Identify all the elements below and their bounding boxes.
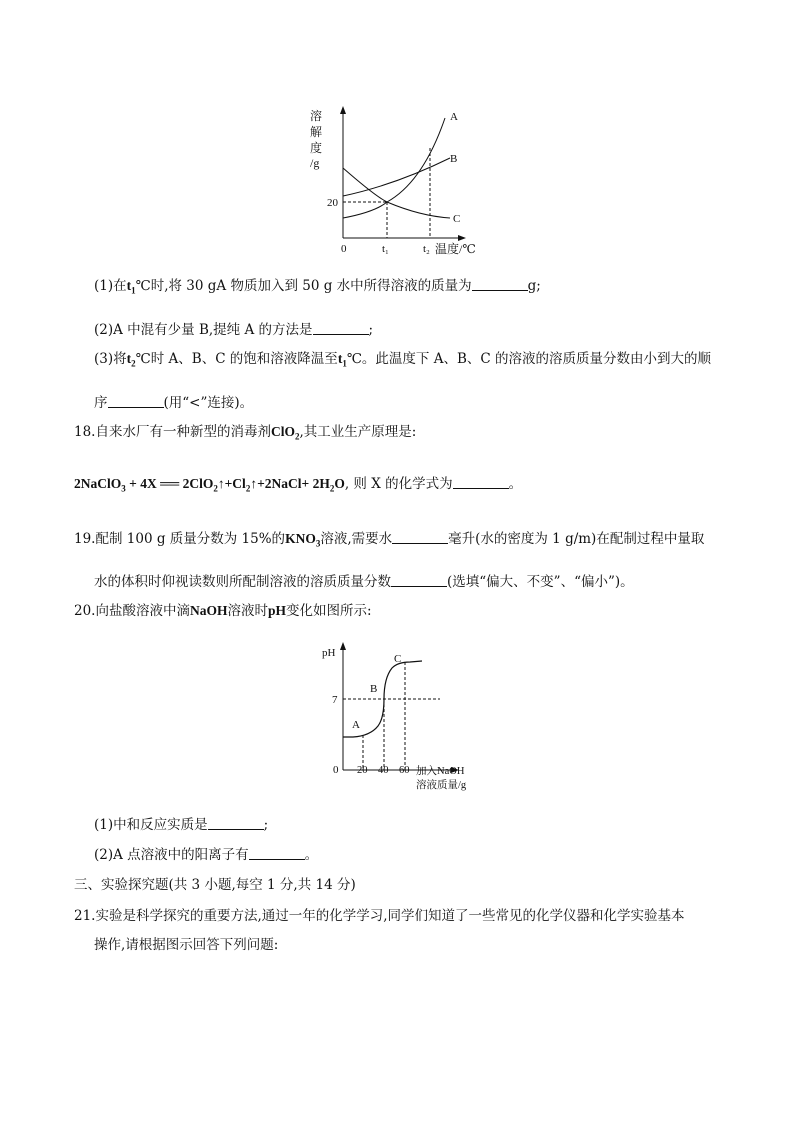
ph-x-label-2: 溶液质量/g — [416, 780, 467, 791]
curve-label-c: C — [453, 213, 461, 225]
y-axis-arrow — [340, 106, 346, 114]
y-axis-label-3: 度 — [310, 141, 323, 155]
ph-y-arrow — [340, 642, 346, 650]
y-axis-label-1: 溶 — [310, 109, 323, 123]
q20-part-2: (2)A 点溶液中的阳离子有 。 — [94, 847, 319, 863]
curve-label-a: A — [450, 111, 458, 123]
curve-label-b: B — [450, 153, 458, 165]
q17-part-2: (2)A 中混有少量 B,提纯 A 的方法是 ; — [94, 322, 374, 338]
ph-x-tick-60: 60 — [399, 765, 410, 776]
q17-part-3-cont: 序 (用“<”连接)。 — [94, 395, 254, 411]
q19-stem-cont: 水的体积时仰视读数则所配制溶液的溶质质量分数 (选填“偏大、不变”、“偏小”)。 — [94, 574, 634, 590]
q18-stem: 18.自来水厂有一种新型的消毒剂ClO$_2$,其工业生产原理是: — [74, 424, 417, 442]
x-axis-arrow — [458, 235, 466, 241]
q17-part-1: (1)在$t_1℃$时,将 30 gA 物质加入到 50 g 水中所得溶液的质量为 g; — [94, 278, 541, 296]
ph-point-a: A — [352, 719, 360, 731]
origin-label: 0 — [341, 243, 347, 255]
q21-line-2: 操作,请根据图示回答下列问题: — [94, 937, 279, 953]
answer-blank[interactable] — [108, 393, 164, 408]
ph-origin: 0 — [333, 764, 339, 776]
curve-c — [343, 168, 450, 218]
y-axis-label-2: 解 — [310, 125, 323, 139]
q20-part-1: (1)中和反应实质是 ; — [94, 817, 269, 833]
ph-point-b: B — [370, 683, 378, 695]
q19-stem: 19.配制 100 g 质量分数为 15%的$KNO_3$溶液,需要水 毫升(水的密度为 1 g/m)在配制过程中量取 — [74, 531, 705, 549]
y-tick-20: 20 — [327, 197, 338, 209]
q21-line-1: 21.实验是科学探究的重要方法,通过一年的化学学习,同学们知道了一些常见的化学仪器和化学实验基本 — [74, 908, 685, 924]
answer-blank[interactable] — [249, 845, 305, 860]
curve-b — [343, 158, 450, 196]
ph-x-tick-20: 20 — [357, 765, 368, 776]
ph-x-label-1: 加入NaOH — [416, 766, 465, 777]
solubility-chart — [305, 100, 476, 260]
x-tick-t1: t₁ — [382, 243, 389, 255]
answer-blank[interactable] — [391, 572, 447, 587]
y-axis-label-4: /g — [310, 156, 320, 170]
answer-blank[interactable] — [472, 276, 528, 291]
q20-stem: 20.向盐酸溶液中滴NaOH溶液时pH变化如图所示: — [74, 603, 372, 619]
section-3-title: 三、实验探究题(共 3 小题,每空 1 分,共 14 分) — [74, 877, 356, 893]
x-tick-t2: t₂ — [423, 243, 430, 255]
answer-blank[interactable] — [208, 815, 264, 830]
ph-x-tick-40: 40 — [378, 765, 389, 776]
ph-chart — [318, 640, 478, 795]
answer-blank[interactable] — [453, 474, 509, 489]
x-axis-label: 温度/℃ — [435, 242, 476, 256]
answer-blank[interactable] — [392, 529, 448, 544]
answer-blank[interactable] — [313, 320, 369, 335]
q18-equation: 2NaClO$_3$ + 4X ══ $2ClO_2↑+Cl_2↑+2NaCl+ 2H_2O$, 则 X 的化学式为 。 — [74, 476, 523, 494]
q17-part-3: (3)将$t_2℃$时 A、B、C 的饱和溶液降温至$t_1℃$。此温度下 A、B、C 的溶液的溶质质量分数由小到大的顺 — [94, 351, 711, 369]
ph-y-label: pH — [322, 647, 336, 659]
ph-point-c: C — [394, 653, 402, 665]
ph-y-tick-7: 7 — [332, 694, 338, 706]
